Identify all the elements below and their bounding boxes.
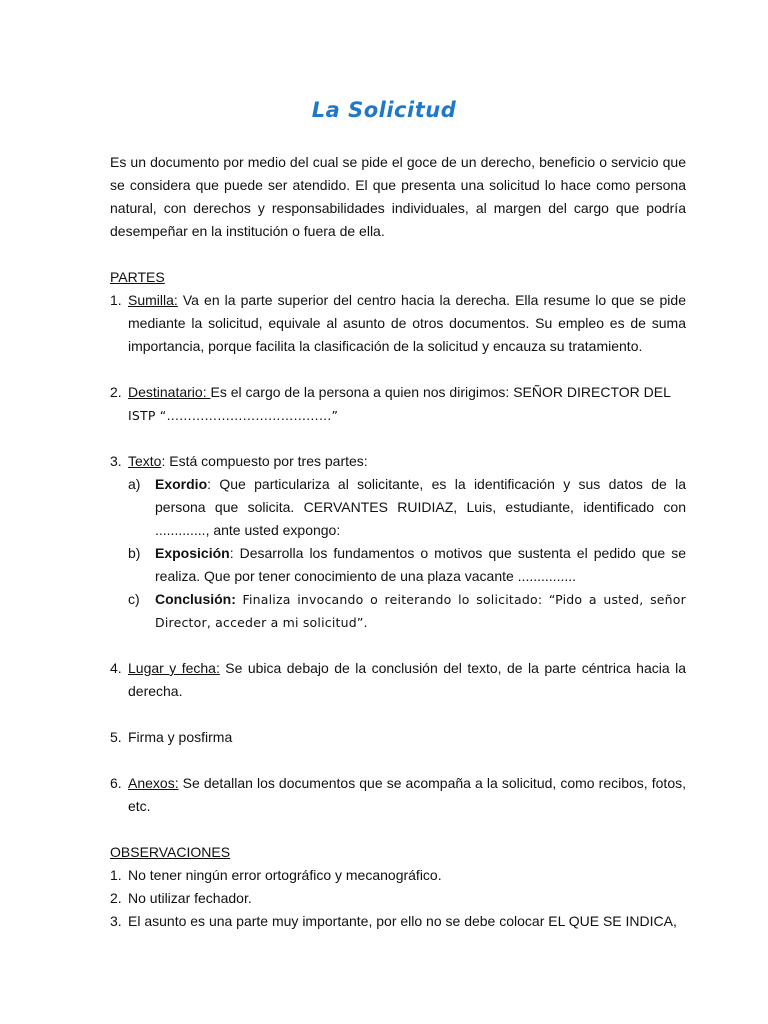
item-text: Firma y posfirma <box>128 729 233 745</box>
list-item: 4. Lugar y fecha: Se ubica debajo de la conclusión del texto, de la parte céntrica hacia la derecha. <box>110 660 686 699</box>
list-item: 2. No utilizar fechador. <box>110 887 686 910</box>
sub-item: b) Exposición: Desarrolla los fundamentos o motivos que sustenta el pedido que se realiza. Que por tener conocimiento de una plaza vacante ............... <box>128 545 686 584</box>
item-text: No utilizar fechador. <box>128 890 252 906</box>
item-text: El asunto es una parte muy importante, por ello no se debe colocar EL QUE SE INDICA, <box>128 913 677 929</box>
list-item: 5. Firma y posfirma <box>110 729 233 745</box>
list-item: 3. Texto: Está compuesto por tres partes: <box>110 453 368 469</box>
item-label: Destinatario: <box>128 384 211 400</box>
sub-item-label: Exposición <box>155 545 230 561</box>
list-item: 1. Sumilla: Va en la parte superior del centro hacia la derecha. Ella resume lo que se pide mediante la solicitud, equivale al asunto de otros documentos. Su empleo es de suma importancia, porque facilita la clasificación de la solicitud y encauza su tratamiento. <box>110 292 686 354</box>
item-text-continued: ISTP “…………………………………” <box>128 408 339 423</box>
observaciones-heading: OBSERVACIONES <box>110 844 231 860</box>
document-body <box>110 151 686 933</box>
sub-item-text: Finaliza invocando o reiterando lo solicitado: “Pido a usted, señor Director, acceder a mi solicitud”. <box>155 592 686 630</box>
item-label: Texto <box>128 453 162 469</box>
item-text: : Está compuesto por tres partes: <box>161 453 368 469</box>
sub-item: c) Conclusión: Finaliza invocando o reiterando lo solicitado: “Pido a usted, señor Director, acceder a mi solicitud”. <box>128 591 686 630</box>
sub-item-text: : Desarrolla los fundamentos o motivos que sustenta el pedido que se realiza. Que por tener conocimiento de una plaza vacante ............... <box>155 545 686 584</box>
item-text: Va en la parte superior del centro hacia la derecha. Ella resume lo que se pide mediante la solicitud, equivale al asunto de otros documentos. Su empleo es de suma importancia, porque facilita la clasificación de la solicitud y encauza su tratamiento. <box>128 292 686 354</box>
item-text: Se detallan los documentos que se acompaña a la solicitud, como recibos, fotos, etc. <box>128 775 686 814</box>
item-label: Anexos: <box>128 775 179 791</box>
page-title: La Solicitud <box>311 98 457 122</box>
sub-item-label: Exordio <box>155 476 208 492</box>
list-item: 3. El asunto es una parte muy importante, por ello no se debe colocar EL QUE SE INDICA, <box>110 910 686 933</box>
intro-paragraph: Es un documento por medio del cual se pide el goce de un derecho, beneficio o servicio que se considera que puede ser atendido. El que presenta una solicitud lo hace como persona natural, con derechos y responsabilidades individuales, al margen del cargo que podría desempeñar en la institución o fuera de ella. <box>110 154 686 239</box>
item-label: Lugar y fecha: <box>128 660 220 676</box>
list-item: 1. No tener ningún error ortográfico y mecanográfico. <box>110 864 686 887</box>
sub-item-text: : Que particulariza al solicitante, es la identificación y sus datos de la persona que solicita. CERVANTES RUIDIAZ, Luis, estudiante, identificado con ............., ante usted expongo: <box>155 476 686 538</box>
item-label: Sumilla: <box>128 292 178 308</box>
item-text: No tener ningún error ortográfico y mecanográfico. <box>128 867 442 883</box>
sub-item-label: Conclusión: <box>155 591 236 607</box>
item-text: Se ubica debajo de la conclusión del texto, de la parte céntrica hacia la derecha. <box>128 660 686 699</box>
list-item: 2. Destinatario: Es el cargo de la persona a quien nos dirigimos: SEÑOR DIRECTOR DEL ISTP “…………………………………” <box>110 384 671 423</box>
item-text: Es el cargo de la persona a quien nos dirigimos: SEÑOR DIRECTOR DEL <box>210 384 671 400</box>
sub-item: a) Exordio: Que particulariza al solicitante, es la identificación y sus datos de la persona que solicita. CERVANTES RUIDIAZ, Luis, estudiante, identificado con ............., ante usted expongo: <box>128 476 686 538</box>
list-item: 6. Anexos: Se detallan los documentos que se acompaña a la solicitud, como recibos, fotos, etc. <box>110 775 686 814</box>
partes-heading: PARTES <box>110 269 165 285</box>
